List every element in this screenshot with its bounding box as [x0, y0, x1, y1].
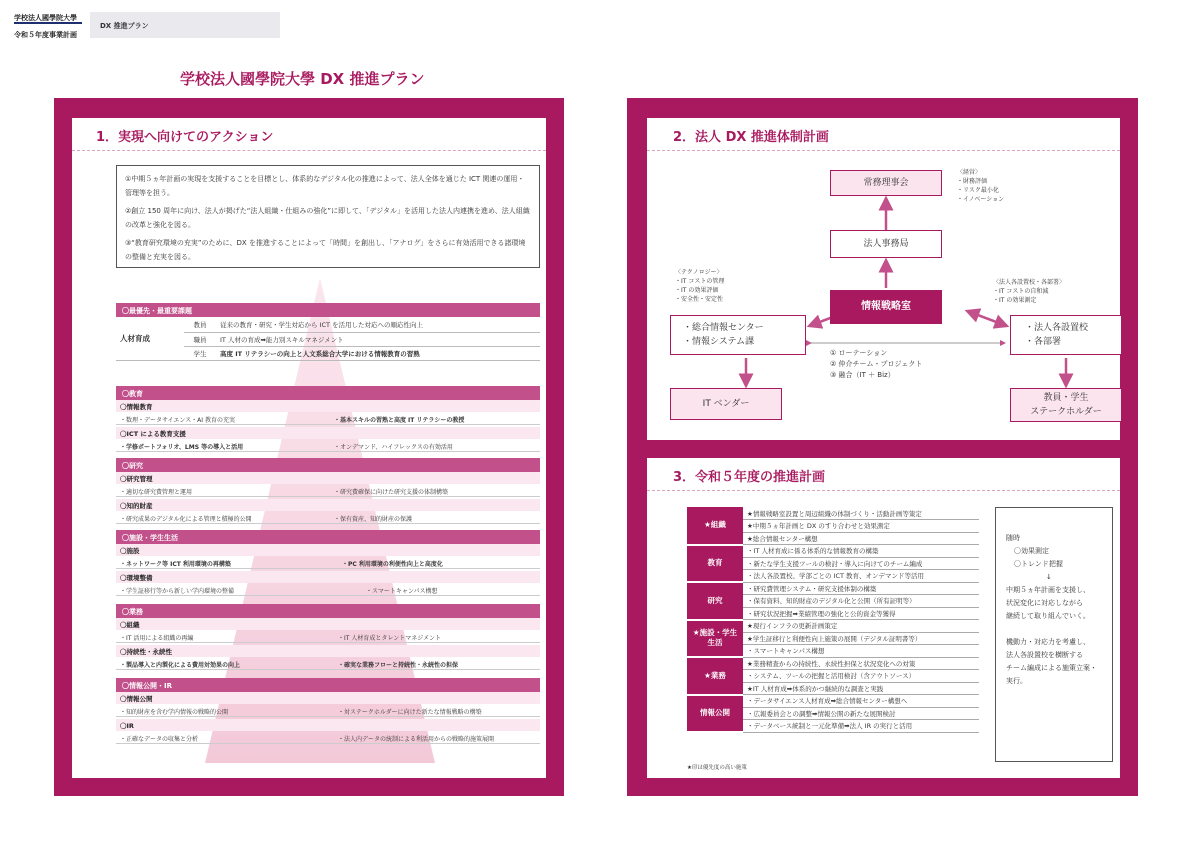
area-item-row	[116, 440, 540, 452]
section3-title: 3．令和５年度の推進計画	[673, 470, 826, 485]
office-box: 法人事務局	[830, 230, 942, 258]
area-item-row	[116, 705, 540, 717]
plan-year: 令和５年度事業計画	[14, 31, 77, 39]
note-line: ・リスク最小化	[957, 187, 999, 194]
item-right: ・PC 利用環境の利便性向上と高度化	[342, 561, 443, 568]
section1-panel	[54, 98, 564, 796]
core-box: 情報戦略室	[830, 290, 942, 324]
note-line: ・IT コストの自和減	[993, 288, 1049, 295]
plan-item: ・IT 人材育成に係る体系的な情報教育の構築	[743, 545, 979, 558]
note-line: ・IT の効果測定	[993, 297, 1037, 304]
item-left: ・IT 活用による組織の再編	[120, 635, 194, 642]
plan-item: ★情報戦略室設置と周辺組織の体制づくり・活動計画等策定	[743, 507, 979, 520]
side-line: 中期５ヵ年計画を支援し、	[1006, 586, 1090, 594]
section2-title: 2．法人 DX 推進体制計画	[673, 130, 829, 145]
table-row	[687, 620, 979, 633]
plan-category: 情報公開	[687, 695, 743, 733]
section3-divider	[647, 490, 1120, 491]
hr-who: 職員	[184, 332, 216, 346]
stakeholder-box	[1010, 388, 1122, 422]
section2-panel	[627, 98, 1138, 440]
section3-panel	[627, 440, 1138, 796]
plan-item: ・スマートキャンパス構想	[743, 645, 979, 658]
note-line: ・安全性・安定性	[675, 296, 724, 303]
note-line: 〈テクノロジー〉	[675, 269, 723, 276]
page-title: 学校法人國學院大學 DX 推進プラン	[180, 70, 425, 88]
area-sub-title: 〇情報教育	[116, 400, 540, 412]
plan-item: ・システム、ツールの把握と活用検討（含アウトソース）	[743, 670, 979, 683]
side-note-box	[995, 507, 1113, 762]
table-row	[687, 545, 979, 558]
left-box-line: ・情報システム課	[683, 337, 755, 347]
area-sub-title: 〇施設	[116, 544, 540, 556]
item-right: ・研究費確保に向けた研究支援の体制構築	[334, 489, 449, 496]
plan-item: ・広報委員会との調整➡情報公開の新たな展開検討	[743, 707, 979, 720]
area-header: 〇研究	[116, 458, 540, 472]
side-line: 随時	[1006, 534, 1020, 542]
side-spacer	[1006, 623, 1102, 636]
area-header: 〇情報公開・IR	[116, 678, 540, 692]
note-line: ① ローテーション	[830, 349, 888, 357]
section1-inner	[72, 118, 546, 778]
plan-item: ★中期５ヵ年計画と DX のすり合わせと効果測定	[743, 520, 979, 533]
plan-item: ★総合情報センター構想	[743, 532, 979, 545]
plan-item: ・新たな学生支援ツールの検討・導入に向けてのチーム編成	[743, 557, 979, 570]
item-right: ・基本スキルの習熟と高度 IT リテラシーの教授	[334, 417, 465, 424]
area-item-row	[116, 512, 540, 524]
note-line: ・IT コストの管理	[675, 278, 725, 285]
note-line: ・IT の効果評価	[675, 287, 719, 294]
item-right: ・法人内データの統制による利活用からの戦略的施策展開	[338, 736, 495, 743]
table-row	[687, 582, 979, 595]
plan-category: 研究	[687, 582, 743, 620]
note-line: ③ 融合（IT ＋ Biz）	[830, 371, 895, 379]
plan-item: ・データサイエンス人材育成➡総合情報センター構想へ	[743, 695, 979, 708]
table-row	[687, 507, 979, 520]
header-rule	[14, 22, 82, 24]
intro-item: ③“教育研究環境の充実”のために、DX を推進することによって「時間」を創出し、「アナログ」をさらに有効活用できる諸環境の整備と充実を図る。	[125, 239, 526, 261]
side-line: 法人各設置校を横断する	[1006, 651, 1083, 659]
item-left: ・適切な研究費管理と運用	[120, 489, 193, 496]
area-sub-title: 〇持続性・永続性	[116, 645, 540, 657]
plan-item: ・法人各設置校、学部ごとの ICT 教育、オンデマンド等活用	[743, 570, 979, 583]
area-item-row	[116, 557, 540, 569]
hr-text: IT 人材の育成➡能力別スキルマネジメント	[216, 332, 540, 346]
plan-table	[687, 507, 979, 733]
area-item-row	[116, 658, 540, 670]
plan-item: ★IT 人材育成➡体系的かつ継続的な調査と実践	[743, 682, 979, 695]
plan-item: ・研究状況把握➡業績管理の強化と公的資金等獲得	[743, 607, 979, 620]
plan-footnote: ★印は優先度の高い施策	[687, 765, 747, 771]
area-sub-title: 〇研究管理	[116, 472, 540, 484]
area-sub-title: 〇環境整備	[116, 571, 540, 583]
hr-who: 学生	[184, 346, 216, 360]
side-line: 実行。	[1006, 677, 1027, 685]
area-item-row	[116, 732, 540, 744]
header-org	[14, 12, 77, 42]
plan-item: ★学生証移行と利便性向上施策の展開（デジタル証明書等）	[743, 632, 979, 645]
item-left: ・ネットワーク等 ICT 利用環境の再構築	[120, 561, 231, 568]
item-right: ・対ステークホルダーに向けた新たな情報戦略の構築	[338, 709, 482, 716]
table-row	[116, 318, 540, 332]
item-left: ・数理・データサイエンス・AI 教育の充実	[120, 417, 235, 424]
section3-inner	[647, 458, 1120, 778]
item-left: ・研究成果のデジタル化による管理と積極的公開	[120, 516, 252, 523]
item-left: ・学修ポートフォリオ、LMS 等の導入と活用	[120, 444, 244, 451]
area-item-row	[116, 413, 540, 425]
item-right: ・スマートキャンパス構想	[366, 588, 438, 595]
hr-text: 従来の教育・研究・学生対応から ICT を活用した対応への順応性向上	[216, 318, 540, 332]
tech-note	[675, 268, 724, 304]
intro-box	[116, 165, 540, 268]
note-line: ・イノベーション	[957, 196, 1005, 203]
note-line: ② 仲介チーム・プロジェクト	[830, 360, 923, 368]
hr-table	[116, 318, 540, 361]
section1-divider	[72, 150, 546, 151]
note-line: 〈経営〉	[957, 169, 982, 176]
left-box-line: ・総合情報センター	[683, 323, 764, 333]
intro-item: ①中期５ヵ年計画の実現を支援することを目標とし、体系的なデジタル化の推進によって、法人全体を通じた ICT 関連の運用・管理等を担う。	[125, 175, 525, 197]
table-row	[687, 657, 979, 670]
stake-line: ステークホルダー	[1030, 407, 1102, 417]
plan-item: ★業務精査からの持続性、永続性担保と状況変化への対策	[743, 657, 979, 670]
area-header: 〇業務	[116, 604, 540, 618]
plan-item: ★現行インフラの更新計画策定	[743, 620, 979, 633]
item-left: ・正確なデータの収集と分析	[120, 736, 199, 743]
arrow-down-icon: ↓	[1046, 573, 1052, 581]
hr-label: 人材育成	[116, 318, 184, 360]
item-right: ・確実な業務フローと持続性・永続性の担保	[338, 662, 459, 669]
note-line: 〈法人各設置校・各部署〉	[993, 279, 1066, 286]
hr-text: 高度 IT リテラシーの向上と人文系総合大学における情報教育の習熟	[216, 346, 540, 360]
table-row	[687, 695, 979, 708]
section2-inner	[647, 118, 1120, 440]
note-line: ・財務評価	[957, 178, 988, 185]
area-sub-title: 〇知的財産	[116, 499, 540, 511]
area-item-row	[116, 485, 540, 497]
side-line: 継続して取り組んでいく。	[1006, 612, 1090, 620]
item-right: ・IT 人材育成とタレントマネジメント	[338, 635, 442, 642]
school-note	[993, 278, 1065, 305]
area-sub-title: 〇IR	[116, 719, 540, 731]
vendor-box: IT ベンダー	[670, 388, 782, 420]
plan-category: ★組織	[687, 507, 743, 545]
area-header: 〇教育	[116, 386, 540, 400]
plan-category: ★業務	[687, 657, 743, 695]
priority-header: 〇最優先・最重要課題	[116, 303, 540, 317]
area-sub-title: 〇組織	[116, 618, 540, 630]
right-box-line: ・各部署	[1025, 337, 1062, 347]
area-item-row	[116, 631, 540, 643]
area-header: 〇施設・学生生活	[116, 530, 540, 544]
plan-item: ・データベース統制と一元化準備➡法人 IR の実行と活用	[743, 720, 979, 733]
plan-item: ・研究費管理システム・研究支援体制の構築	[743, 582, 979, 595]
item-right: ・オンデマンド、ハイフレックスの有効活用	[334, 444, 453, 451]
side-line: 機動力・対応力を考慮し、	[1006, 638, 1090, 646]
header-tab: DX 推進プラン	[90, 12, 280, 38]
side-line: 〇効果測定	[1014, 547, 1049, 555]
arrow-right-to-core	[967, 311, 1007, 326]
org-name: 学校法人國學院大學	[14, 14, 77, 22]
plan-category: 教育	[687, 545, 743, 583]
intro-item: ②創立 150 周年に向け、法人が掲げた“法人組織・仕組みの強化”に即して、「デジタル」を活用した法人内連携を進め、法人組織の改革と強化を図る。	[125, 207, 530, 229]
board-box: 常務理事会	[830, 170, 942, 196]
plan-item: ・保有資料、知的財産のデジタル化と公開（所有証明等）	[743, 595, 979, 608]
section1-title: 1．実現へ向けてのアクション	[96, 130, 274, 145]
area-sub-title: 〇ICT による教育支援	[116, 427, 540, 439]
side-line: 状況変化に対応しながら	[1006, 599, 1083, 607]
right-box	[1010, 315, 1122, 355]
left-box	[670, 315, 806, 355]
item-left: ・学生証移行等から新しい学内環境の整備	[120, 588, 235, 595]
right-box-line: ・法人各設置校	[1025, 323, 1089, 333]
item-left: ・知的財産を含む学内情報の戦略的公開	[120, 709, 229, 716]
stake-line: 教員・学生	[1043, 393, 1089, 403]
area-sub-title: 〇情報公開	[116, 692, 540, 704]
mgmt-note	[957, 168, 1004, 204]
item-left: ・製品導入と内製化による費用対効果の向上	[120, 662, 241, 669]
side-line: 〇トレンド把握	[1014, 560, 1063, 568]
side-line: チーム編成による施策立案・	[1006, 664, 1097, 672]
hr-who: 教員	[184, 318, 216, 332]
item-right: ・保有資産、知的財産の保護	[334, 516, 413, 523]
link-note	[830, 348, 922, 381]
area-item-row	[116, 584, 540, 596]
plan-category: ★施設・学生生活	[687, 620, 743, 658]
